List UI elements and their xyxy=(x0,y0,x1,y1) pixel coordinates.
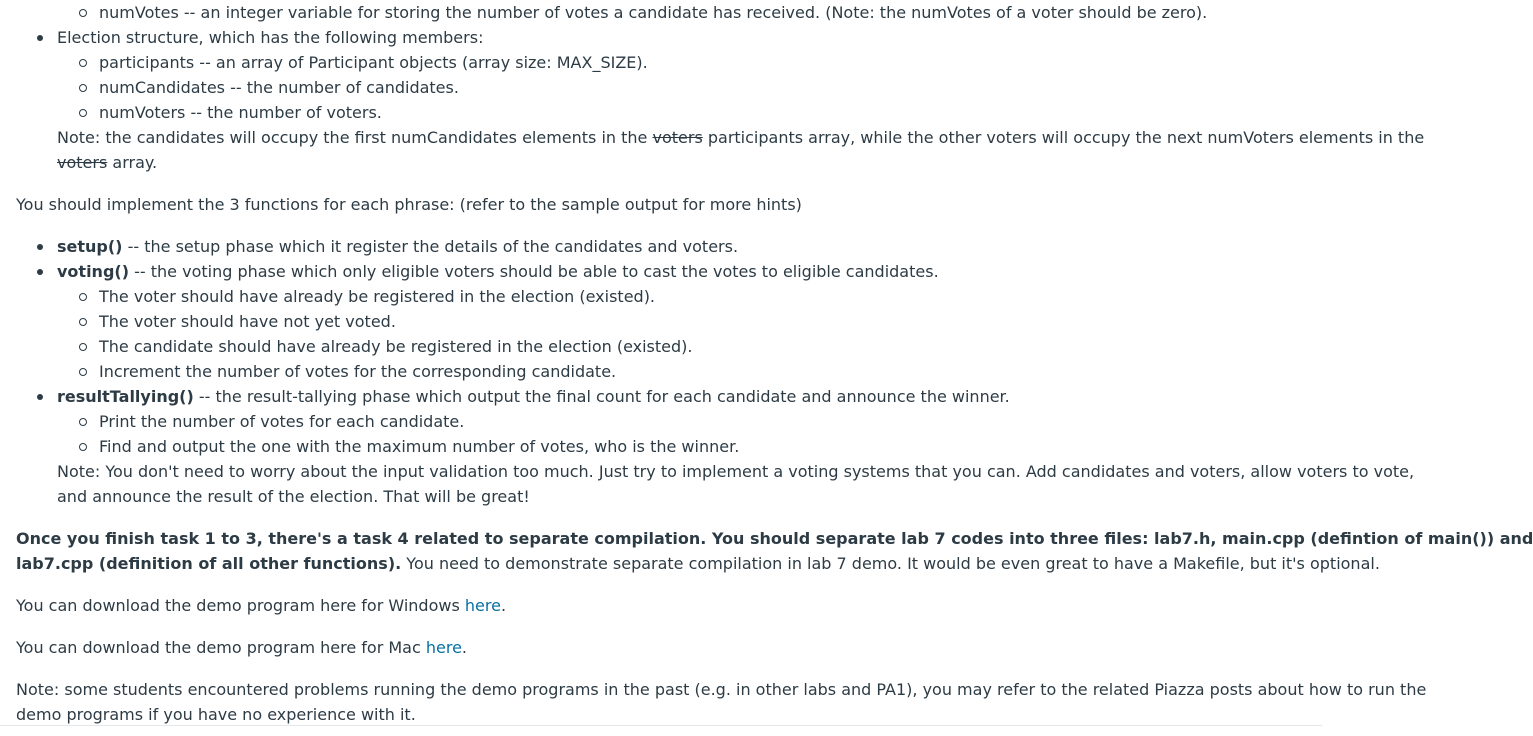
download-mac-paragraph xyxy=(16,635,1316,660)
circle-bullet-icon xyxy=(79,343,87,351)
circle-bullet-icon xyxy=(79,293,87,301)
list-item-text: The candidate should have already be registered in the election (existed). xyxy=(99,337,693,356)
function-name: setup() xyxy=(57,237,123,256)
bottom-divider xyxy=(0,725,1322,726)
task4-bold-text: Once you finish task 1 to 3, there's a task 4 related to separate compilation. You should separate lab 7 codes into three files: lab7.h, main.cpp (defintion of main()) and xyxy=(16,529,1533,548)
list-item-voting xyxy=(16,259,1316,284)
circle-bullet-icon xyxy=(79,443,87,451)
circle-bullet-icon xyxy=(79,59,87,67)
list-item-numvoters xyxy=(16,100,1316,125)
final-note-line2 xyxy=(16,702,1316,727)
list-item-text: numCandidates -- the number of candidates. xyxy=(99,78,459,97)
list-item-text: The voter should have already be registered in the election (existed). xyxy=(99,287,656,306)
disc-bullet-icon xyxy=(37,244,43,250)
function-name: voting() xyxy=(57,262,130,281)
intro-text: You should implement the 3 functions for each phrase: (refer to the sample output for more hints) xyxy=(16,195,802,214)
list-item-numvotes xyxy=(16,0,1316,25)
circle-bullet-icon xyxy=(79,109,87,117)
functions-note-line1 xyxy=(16,459,1415,484)
list-item-text: The voter should have not yet voted. xyxy=(99,312,396,331)
circle-bullet-icon xyxy=(79,368,87,376)
task4-bold-text: lab7.cpp (definition of all other functions). xyxy=(16,554,402,573)
list-item-text: Print the number of votes for each candidate. xyxy=(99,412,465,431)
mac-download-link[interactable]: here xyxy=(425,638,462,657)
list-item-numcandidates xyxy=(16,75,1316,100)
disc-bullet-icon xyxy=(37,35,43,41)
period-text: . xyxy=(461,638,468,657)
list-item-text: numVoters -- the number of voters. xyxy=(99,103,382,122)
note-text: array. xyxy=(107,153,158,172)
note-text: Note: You don't need to worry about the input validation too much. Just try to implement a voting systems that you can. Add candidates and voters, allow voters to vote, xyxy=(57,462,1415,481)
list-item-result-sub xyxy=(16,409,1316,434)
function-name: resultTallying() xyxy=(57,387,194,406)
list-item-voting-sub xyxy=(16,359,1316,384)
list-item-text: numVotes -- an integer variable for storing the number of votes a candidate has received. (Note: the numVotes of a voter should be zero). xyxy=(99,3,1208,22)
strikethrough-text: voters xyxy=(652,128,703,147)
circle-bullet-icon xyxy=(79,418,87,426)
assignment-content xyxy=(16,0,1533,727)
list-item-text: participants -- an array of Participant objects (array size: MAX_SIZE). xyxy=(99,53,648,72)
period-text: . xyxy=(500,596,507,615)
list-item-voting-sub xyxy=(16,284,1316,309)
task4-line1 xyxy=(16,526,1533,551)
election-note-line1 xyxy=(16,125,1425,150)
list-item-setup xyxy=(16,234,1316,259)
circle-bullet-icon xyxy=(79,9,87,17)
note-text: Note: the candidates will occupy the first numCandidates elements in the xyxy=(57,128,653,147)
list-item-voting-sub xyxy=(16,309,1316,334)
disc-bullet-icon xyxy=(37,394,43,400)
task4-text: You need to demonstrate separate compilation in lab 7 demo. It would be even great to have a Makefile, but it's optional. xyxy=(401,554,1380,573)
disc-bullet-icon xyxy=(37,269,43,275)
list-item-participants xyxy=(16,50,1316,75)
note-text: participants array, while the other voters will occupy the next numVoters elements in the xyxy=(702,128,1425,147)
note-text: demo programs if you have no experience with it. xyxy=(16,705,416,724)
list-item-election-structure xyxy=(16,25,1316,50)
list-item-text: Increment the number of votes for the corresponding candidate. xyxy=(99,362,617,381)
list-item-result-tallying xyxy=(16,384,1316,409)
list-item-text: Election structure, which has the following members: xyxy=(57,28,484,47)
download-text: You can download the demo program here for Mac xyxy=(16,638,426,657)
function-desc: -- the result-tallying phase which output the final count for each candidate and announce the winner. xyxy=(193,387,1010,406)
final-note-line1 xyxy=(16,677,1427,702)
election-note-line2 xyxy=(16,150,1316,175)
list-item-voting-sub xyxy=(16,334,1316,359)
task4-line2 xyxy=(16,551,1380,576)
list-item-result-sub xyxy=(16,434,1316,459)
function-desc: -- the setup phase which it register the details of the candidates and voters. xyxy=(122,237,739,256)
download-windows-paragraph xyxy=(16,593,1316,618)
list-item-text: Find and output the one with the maximum number of votes, who is the winner. xyxy=(99,437,740,456)
windows-download-link[interactable]: here xyxy=(464,596,501,615)
circle-bullet-icon xyxy=(79,84,87,92)
intro-paragraph xyxy=(16,192,1316,217)
note-text: and announce the result of the election. That will be great! xyxy=(57,487,530,506)
circle-bullet-icon xyxy=(79,318,87,326)
function-desc: -- the voting phase which only eligible voters should be able to cast the votes to eligible candidates. xyxy=(129,262,939,281)
functions-note-line2 xyxy=(16,484,1316,509)
strikethrough-text: voters xyxy=(57,153,108,172)
download-text: You can download the demo program here for Windows xyxy=(16,596,465,615)
note-text: Note: some students encountered problems running the demo programs in the past (e.g. in other labs and PA1), you may refer to the related Piazza posts about how to run the xyxy=(16,680,1427,699)
